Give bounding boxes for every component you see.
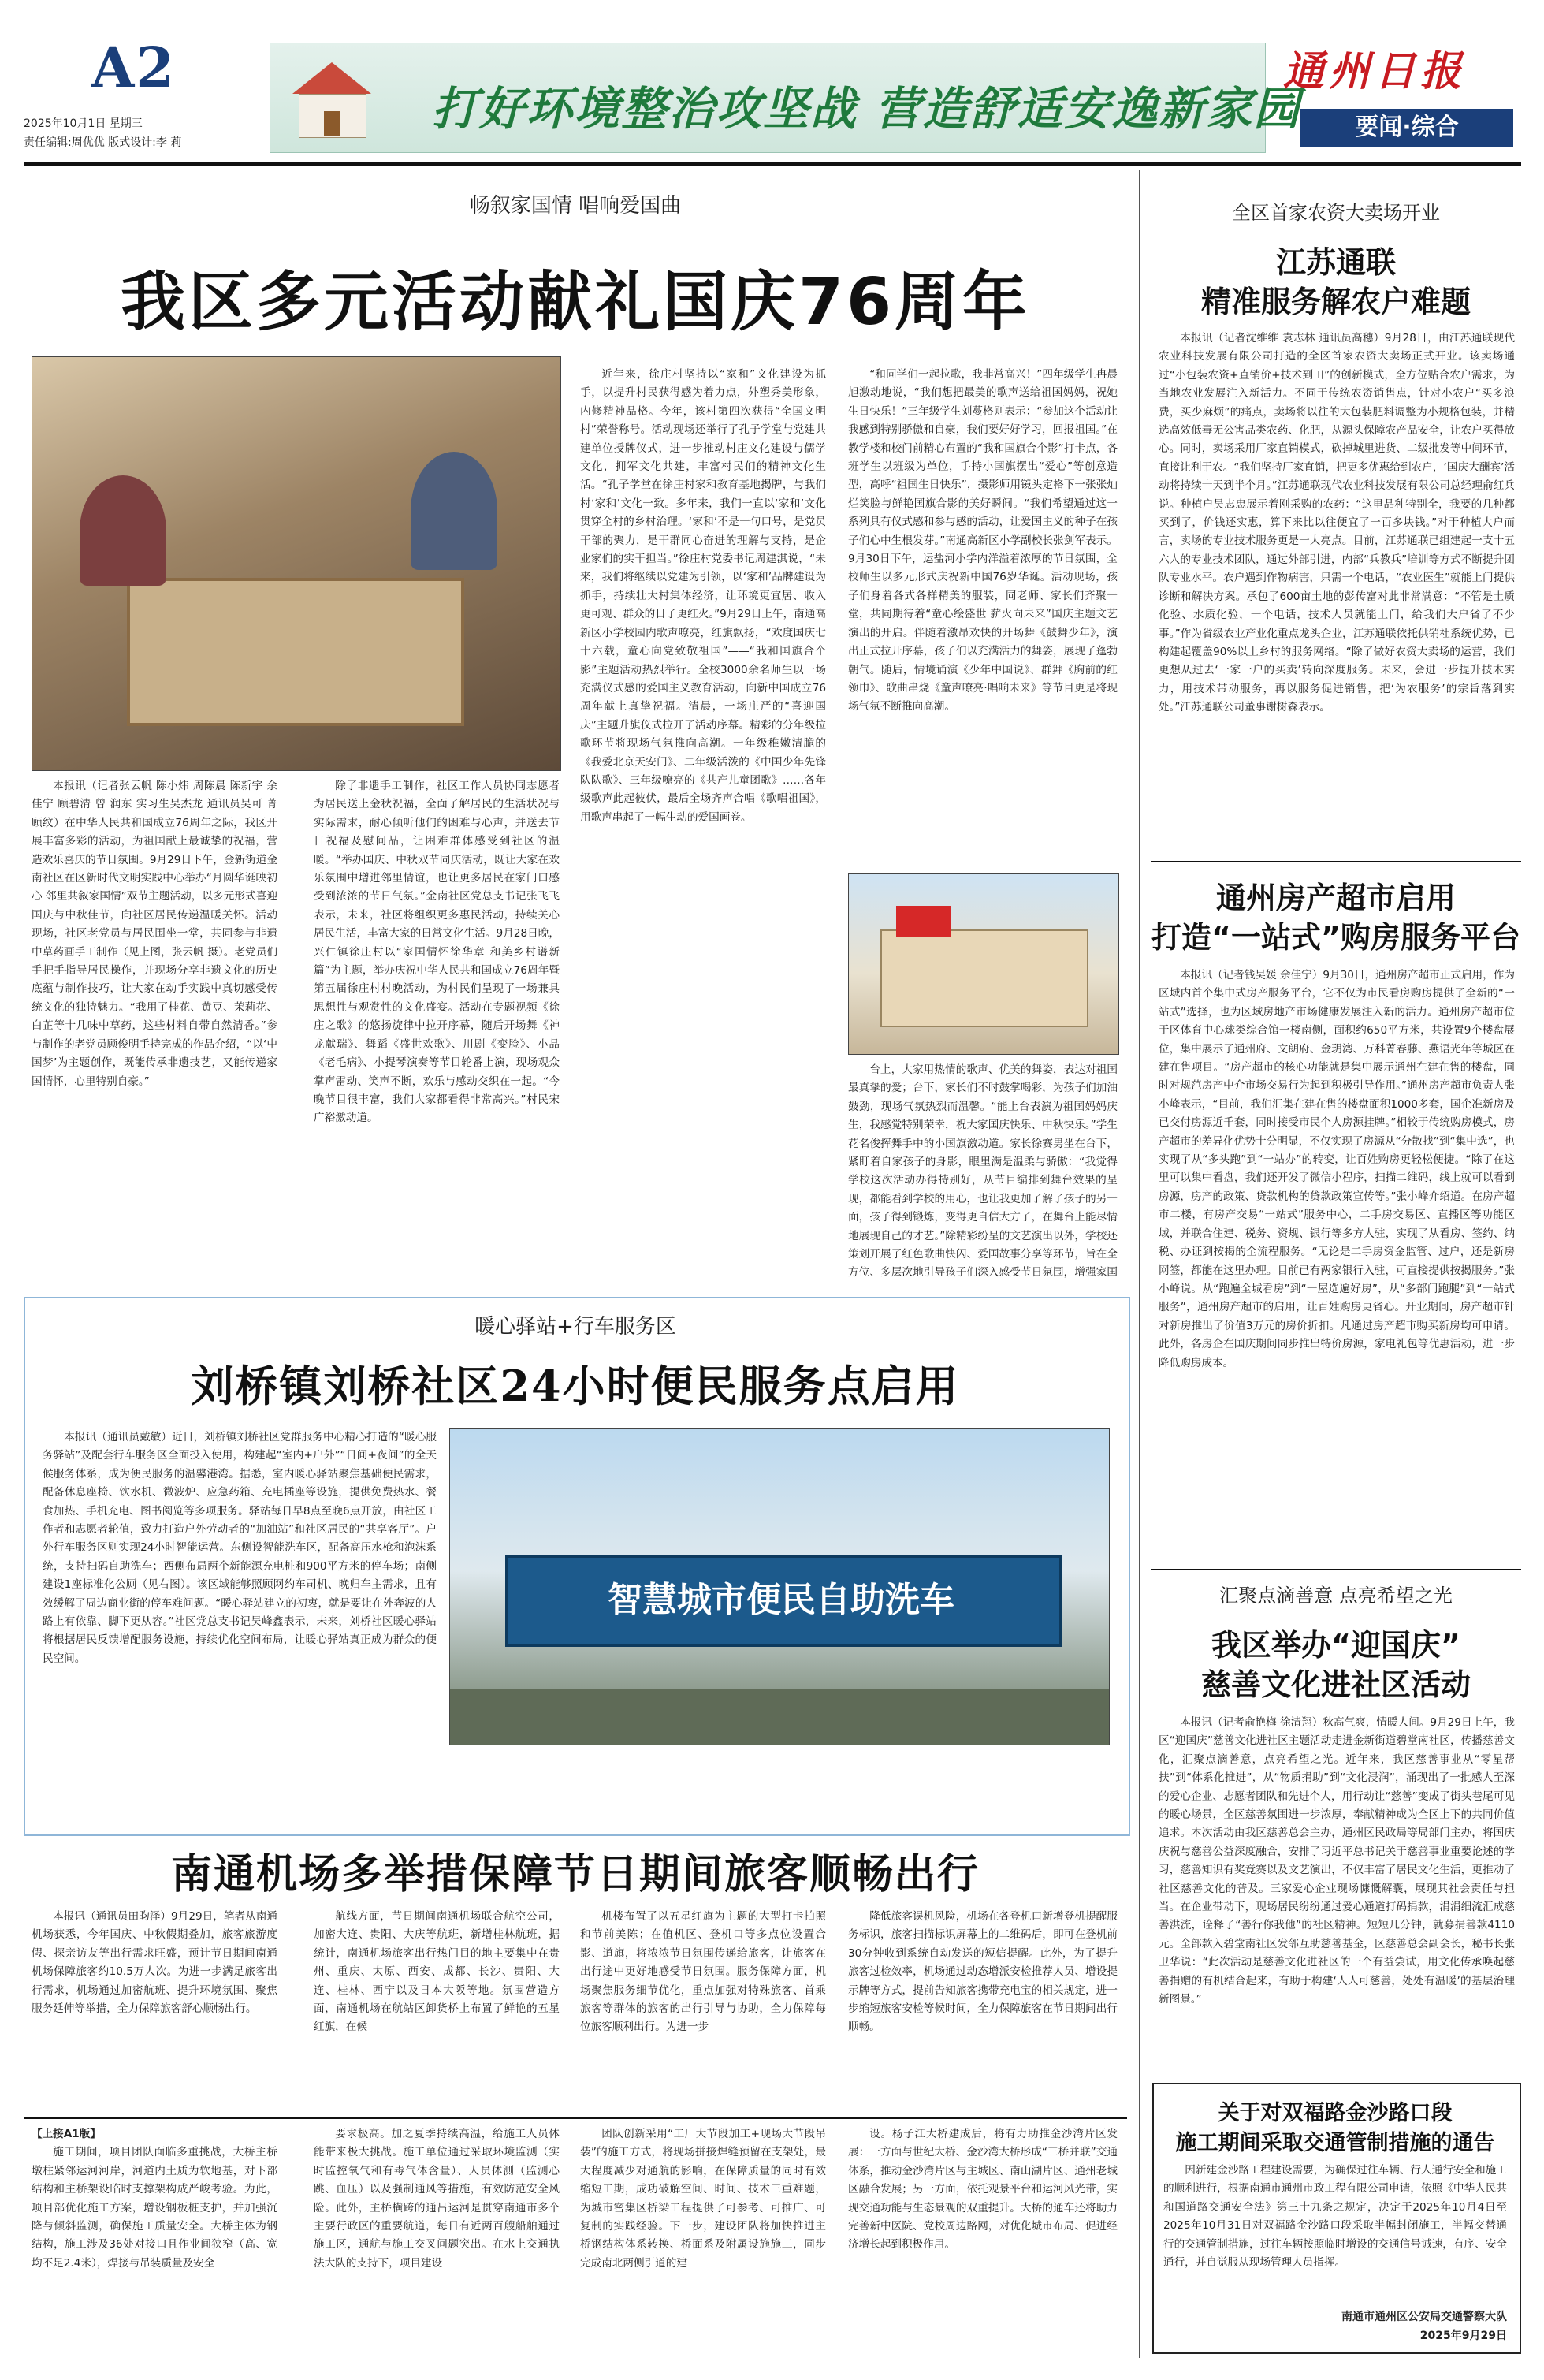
article3-col3: 机楼布置了以五星红旗为主题的大型打卡拍照和节前美陈；在值机区、登机口等多点位设置合影、道旗，将浓浓节日氛围传递给旅客，让旅客在出行途中更好地感受节日氛围。服务保障方面，机场聚焦服务细节优化，重点加强对特殊旅客、首乘旅客等群体的旅客的出行引导与协助，全力保障每位旅客顺利出行。为进一步	[580, 1910, 826, 2034]
section-name: 要闻·综合	[1300, 109, 1513, 147]
right1-title-line2: 精准服务解农户难题	[1200, 285, 1471, 319]
notice-title-line2: 施工期间采取交通管制措施的通告	[1175, 2131, 1495, 2155]
article2-body: 本报讯（通讯员戴敏）近日，刘桥镇刘桥社区党群服务中心精心打造的“暖心服务驿站”及配套行车服务区全面投入使用，构建起“室内+户外”“日间+夜间”的全天候服务体系，成为便民服务的温馨港湾。据悉，室内暖心驿站聚焦基础便民需求，配备休息座椅、饮水机、微波炉、应急药箱、充电插座等设施，提供免费热水、餐食加热、手机充电、图书阅览等多项服务。驿站每日早8点至晚6点开放，由社区工作者和志愿者轮值，致力打造户外劳动者的“加油站”和社区居民的“共享客厅”。户外行车服务区则实现24小时智能运营。东侧设智能洗车区，配备高压水枪和泡沫系统，支持扫码自助洗车；西侧布局两个新能源充电桩和900平方米的停车场；南侧建设1座标准化公厕（见右图）。该区域能够照顾网约车司机、晚归车主需求，且有效缓解了周边商业街的停车难问题。“暖心驿站建立的初衷，就是要让在外奔波的人路上有依靠、脚下更从容。”社区党总支书记吴峰鑫表示，未来，刘桥社区暖心驿站将根据居民反馈增配服务设施，持续优化空间布局，让暖心驿站真正成为群众的便民空间。	[43, 1431, 437, 1665]
article4-col4: 设。杨子江大桥建成后，将有力助推金沙湾片区发展：一方面与世纪大桥、金沙湾大桥形成“三桥并联”交通体系，推动金沙湾片区与主城区、南山湖片区、通州老城区融合发展；另一方面，依托观景平台和运河风光带，实现交通功能与生态景观的双重提升。大桥的通车还将助力完善新中医院、党校周边路网，对优化城市布局、促进经济增长起到积极作用。	[848, 2128, 1118, 2252]
issue-date: 2025年10月1日 星期三	[24, 117, 143, 130]
page-number: A2	[91, 35, 177, 100]
editor-credits: 责任编辑:周优优 版式设计:李 莉	[24, 136, 182, 149]
right2-title-line2: 打造“一站式”购房服务平台	[1151, 920, 1520, 955]
right1-body: 本报讯（记者沈维维 袁志林 通讯员高穗）9月28日，由江苏通联现代农业科技发展有限公司打造的全区首家农资大卖场正式开业。该卖场通过“小包装农资+直销价+技术到田”的创新模式，全方位贴合农户需求，为当地农业发展注入新活力。不同于传统农资销售点，针对小农户“买多浪费，买少麻烦”的痛点，卖场将以往的大包装肥料调整为小规格包装，并精选高效低毒无公害品类农药、化肥，从源头保障农产品安全，让农户买得放心。同时，卖场采用厂家直销模式，砍掉城里进货、二级批发等中间环节，直接让利于农。“我们坚持厂家直销，把更多优惠给到农户，‘国庆大酬宾’活动将持续十天到半个月。”江苏通联现代农业科技发展有限公司总经理俞红兵说。种植户吴志忠展示着刚采购的农药：“这里品种特别全，我要的几种都买到了，价钱还实惠，算下来比以往便宜了一百多块钱。”对于种植大户而言，卖场的专业技术服务更是一大亮点。目前，江苏通联已组建起一支十五六人的专业技术团队，通过外部引进，内部“兵教兵”培训等方式不断提升团队专业水平。农户遇到作物病害，只需一个电话，“农业医生”就能上门提供诊断和解决方案。承包了600亩土地的彭传富对此非常满意：“不管是土质化验、水质化验，一个电话，技术人员就能上门，给我们大户省了不少事。”作为省级农业产业化重点龙头企业，江苏通联依托供销社系统优势，已构建起覆盖90%以上乡村的服务网络。“除了做好农资大卖场的运营，我们更想从过去‘一家一户的买卖’转向深度服务。未来，会进一步提升技术实力，用技术带动服务，再以服务促进销售，把‘为农服务’的宗旨落到实处。”江苏通联公司董事谢树森表示。	[1159, 332, 1515, 714]
notice-title-line1: 关于对双福路金沙路口段	[1218, 2101, 1453, 2125]
notice-issuer: 南通市通州区公安局交通警察大队	[1341, 2311, 1507, 2323]
article3-col2: 航线方面，节日期间南通机场联合航空公司，加密大连、贵阳、大庆等航班，新增桂林航班，据统计，南通机场旅客出行热门目的地主要集中在贵州、重庆、太原、西安、成都、长沙、贵阳、大连、桂林、西宁以及日本大阪等地。氛围营造方面，南通机场在航站区卸货桥上布置了鲜艳的五星红旗，在候	[314, 1910, 560, 2034]
article2-title: 刘桥镇刘桥社区24小时便民服务点启用	[191, 1361, 960, 1411]
newspaper-logo: 通州日报	[1283, 47, 1467, 95]
carwash-sign-text: 智慧城市便民自助洗车	[608, 1580, 954, 1620]
right3-title-line1: 我区举办“迎国庆”	[1211, 1628, 1460, 1663]
masthead-rule	[24, 162, 1521, 166]
right3-title-line2: 慈善文化进社区活动	[1200, 1667, 1471, 1702]
article4-col1: 【上接A1版】 施工期间，项目团队面临多重挑战，大桥主桥墩柱紧邻运河河岸，河道内土质为软地基，对下部结构和主桥架设临时支撑架构成严峻考验。为此，项目部优化施工方案，增设钢板桩支护，并加强沉降与倾斜监测，确保施工质量安全。大桥主体为钢结构，施工涉及36处对接口且作业间狭窄（高、宽均不足2.4米），焊接与吊装质量及安全	[32, 2125, 277, 2359]
banner-house-illustration	[285, 62, 379, 141]
right1-kicker: 全区首家农资大卖场开业	[1232, 202, 1440, 224]
article3-col4: 降低旅客误机风险，机场在各登机口新增登机提醒服务标识，旅客扫描标识屏幕上的二维码后，即可在登机前30分钟收到系统自动发送的短信提醒。此外，为了提升旅客过检效率，机场通过动态增派安检推荐人员、增设提示牌等方式，提前告知旅客携带充电宝的相关规定，进一步缩短旅客安检等候时间，全力保障旅客在节日期间出行顺畅。	[848, 1910, 1118, 2034]
banner-slogan: 打好环境整治攻坚战 营造舒适安逸新家园	[432, 82, 1301, 136]
column-divider	[1139, 170, 1140, 2358]
article1-col2: 除了非遗手工制作，社区工作人员协同志愿者为居民送上金秋祝福，全面了解居民的生活状况与实际需求，耐心倾听他们的困难与心声，并送去节日祝福及慰问品，让困难群体感受到社区的温暖。“举办国庆、中秋双节同庆活动，既让大家在欢乐氛围中增进邻里情谊，也让更多居民在家门口感受到浓浓的节日气氛。”金南社区党总支书记张飞飞表示，未来，社区将组织更多惠民活动，持续关心居民生活，丰富大家的日常文化生活。9月28日晚，兴仁镇徐庄村以“家国情怀徐华章 和美乡村谱新篇”为主题，举办庆祝中华人民共和国成立76周年暨第五届徐庄村村晚活动，为村民们呈现了一场兼具思想性与观赏性的文化盛宴。活动在专题视频《徐庄之歌》的悠扬旋律中拉开序幕，随后开场舞《神龙献瑞》、舞蹈《盛世欢歌》、川剧《变脸》、小品《老毛病》、小提琴演奏等节目轮番上演，现场观众掌声雷动、笑声不断，欢乐与感动交织在一起。“今晚节目很丰富，我们大家都看得非常高兴。”村民宋广裕激动道。	[314, 780, 560, 1125]
article4-lead: 【上接A1版】	[32, 2128, 101, 2140]
article1-col4: “和同学们一起拉歌，我非常高兴！”四年级学生冉晨旭激动地说，“我们想把最美的歌声送给祖国妈妈，祝她生日快乐！”三年级学生刘蔓格则表示：“参加这个活动让我感到特别骄傲和自豪，我们要好好学习，回报祖国。”在教学楼和校门前精心布置的“我和国旗合个影”打卡点，各班学生以班级为单位，手持小国旗摆出“爱心”等创意造型，高呼“祖国生日快乐”，摄影师用镜头定格下一张张灿烂笑脸与鲜艳国旗合影的美好瞬间。“我们希望通过这一系列具有仪式感和参与感的活动，让爱国主义的种子在孩子们心中生根发芽。”南通高新区小学副校长张剑军表示。9月30日下午，运盐河小学内洋溢着浓厚的节日氛围，全校师生以多元形式庆祝新中国76岁华诞。活动现场，孩子们身着各式各样精美的服装，同老师、家长们齐聚一堂，共同期待着“童心绘盛世 薪火向未来”国庆主题文艺演出的开启。伴随着激昂欢快的开场舞《鼓舞少年》，演出正式拉开序幕，孩子们以充满活力的舞姿，展现了蓬勃朝气。随后，情境诵演《少年中国说》、群舞《胸前的红领巾》、歌曲串烧《童声嘹亮·唱响未来》等节目更是将现场气氛不断推向高潮。	[848, 368, 1118, 713]
article1-col5: 台上，大家用热情的歌声、优美的舞姿，表达对祖国最真挚的爱；台下，家长们不时鼓掌喝彩，为孩子们加油鼓劲，现场气氛热烈而温馨。“能上台表演为祖国妈妈庆生，我感觉特别荣幸，祝大家国庆快乐、中秋快乐。”学生花名俊挥舞手中的小国旗激动道。家长徐赛男坐在台下，紧盯着自家孩子的身影，眼里满是温柔与骄傲：“我觉得学校这次活动办得特别好，从节目编排到舞台效果的呈现，都能看到学校的用心，也让我更加了解了孩子的另一面，孩子得到锻炼，变得更自信大方了，在舞台上能尽情地展现自己的才艺。”除精彩纷呈的文艺演出以外，学校还策划开展了红色歌曲快闪、爱国故事分享等环节，旨在全方位、多层次地引导孩子们深入感受节日氛围，增强家国	[848, 1063, 1118, 1279]
article3-title: 南通机场多举措保障节日期间旅客顺畅出行	[170, 1850, 980, 1898]
notice-body: 因新建金沙路工程建设需要，为确保过往车辆、行人通行安全和施工的顺利进行，根据南通市通州市政工程有限公司申请，依照《中华人民共和国道路交通安全法》第三十九条之规定，决定于2025年10月4日至2025年10月31日对双福路金沙路口段采取半幅封闭施工，半幅交替通行的交通管制措施，过往车辆按照临时增设的交通信号诫速，有序、安全通行，并自觉服从现场管理人员指挥。	[1163, 2164, 1507, 2270]
right-rule-1	[1151, 861, 1521, 862]
right-rule-2	[1151, 1569, 1521, 1570]
article4-col3: 团队创新采用“工厂大节段加工+现场大节段吊装”的施工方式，将现场拼接焊缝预留在支架处，最大程度减少对通航的影响，在保障质量的同时有效缩短工期，成功破解空间、时间、技术三重难题，为城市密集区桥梁工程提供了可参考、可推广、可复制的实践经验。下一步，建设团队将加快推进主桥钢结构体系转换、桥面系及附属设施施工，同步完成南北两侧引道的建	[580, 2128, 826, 2270]
right2-title-line1: 通州房产超市启用	[1215, 881, 1456, 915]
article4-col2: 要求极高。加之夏季持续高温，给施工人员体能带来极大挑战。施工单位通过采取环境监测（实时监控氧气和有毒气体含量）、人员体测（监测心跳、血压）以及强制通风等措施，有效防范安全风险。此外，主桥横跨的通吕运河是贯穿南通市多个主要行政区的重要航道，每日有近两百艘船舶通过施工区，通航与施工交叉问题突出。在水上交通执法大队的支持下，项目建设	[314, 2128, 560, 2270]
article1-kicker: 畅叙家国情 唱响爱国曲	[469, 194, 682, 218]
article1-title: 我区多元活动献礼国庆76周年	[120, 265, 1031, 340]
article3-rule	[24, 2117, 1127, 2119]
article1-photo-school	[848, 873, 1119, 1055]
article3-col1: 本报讯（通讯员田昀泽）9月29日，笔者从南通机场获悉，今年国庆、中秋假期叠加，旅客旅游度假、探亲访友等出行需求旺盛，预计节日期间南通机场保障旅客约10.5万人次。为进一步满足旅客出行需求，机场通过加密航班、提升环境氛围、聚焦服务延伸等举措，全力保障旅客舒心顺畅出行。	[32, 1910, 277, 2016]
banner-slogan-box	[270, 43, 1301, 153]
notice-date: 2025年9月29日	[1419, 2330, 1507, 2342]
article2-kicker: 暖心驿站+行车服务区	[474, 1315, 676, 1339]
article1-col1: 本报讯（记者张云帆 陈小炜 周陈晨 陈新宇 余佳宁 顾碧清 曾 润东 实习生吴杰龙 通讯员吴可 菁 顾纹）在中华人民共和国成立76周年之际，我区开展丰富多彩的活动，为祖国献上最诚挚的祝福，营造欢乐喜庆的节日氛围。9月29日下午，金新街道金南社区在区新时代文明实践中心举办“月圆华诞映初心 邻里共叙家国情”双节主题活动，以多元形式喜迎国庆与中秋佳节，向社区居民传递温暖关怀。活动现场，社区老党员与居民围坐一堂，共同参与非遗中草药画手工制作（见上图，张云帆 摄）。老党员们手把手指导居民操作，并现场分享非遗文化的历史底蕴与制作技巧，让大家在动手实践中真切感受传统文化的独特魅力。“我用了桂花、黄豆、茉莉花、白芷等十几味中草药，这些材料自带自然清香。”参与制作的老党员顾俊明手持完成的作品介绍，“以‘中国梦’为主题创作，既能传承非遗技艺，又能传递家国情怀，心里特别自豪。”	[32, 780, 277, 1088]
right2-body: 本报讯（记者钱吴媛 余佳宁）9月30日，通州房产超市正式启用，作为区域内首个集中式房产服务平台，它不仅为市民看房购房提供了全新的“一站式”选择，也为区域房地产市场健康发展注入新的活力。通州房产超市位于区体育中心球类综合馆一楼南侧，面积约650平方米，共设置9个楼盘展位，集中展示了通州府、文朗府、金玥湾、万科菁春藤、燕语光年等城区在建在售项目。“房产超市的核心功能就是集中展示通州在建在售的楼盘，同时对规范房产中介市场交易行为起到积极引导作用。”通州房产超市负责人张小峰表示，“目前，我们汇集在建在售的楼盘面积1000多套，国企准新房及已交付房源近千套，同时接受市民个人房源挂牌。”相较于传统购房模式，房产超市的差异化优势十分明显，不仅实现了房源从“分散找”到“集中选”，也实现了从“多头跑”到“一站办”的转变，让百姓购房更轻松便捷。“除了在这里可以集中看盘，我们还开发了微信小程序，扫描二维码，线上就可以看到房源，房产的政策、贷款机构的贷款政策宣传等。”张小峰介绍道。在房产超市二楼，有房产交易“一站式”服务中心，二手房交易区、直播区等功能区域，并联合住建、税务、资规、银行等多方人驻，实现了从看房、签约、纳税、办证到按揭的全流程服务。“无论是二手房资金监管、过户，还是新房网签，都能在这里办理。目前已有两家银行入驻，可直接提供按揭服务。”张小峰说。从“跑遍全城看房”到“一屋选遍好房”，从“多部门跑腿”到“一站式服务”，通州房产超市的启用，让百姓购房更省心。开业期间，房产超市针对新房推出了价值3万元的房价折扣。凡通过房产超市购买新房均可申请。此外，各房企在国庆期间同步推出特价房源，家电礼包等优惠活动，进一步降低购房成本。	[1159, 969, 1515, 1369]
right3-body: 本报讯（记者俞艳梅 徐清翔）秋高气爽，情暖人间。9月29日上午，我区“迎国庆”慈善文化进社区主题活动走进金新街道碧堂南社区，传播慈善文化，汇聚点滴善意，点亮希望之光。近年来，我区慈善事业从“零星帮扶”到“体系化推进”，从“物质捐助”到“文化浸润”，涌现出了一批感人至深的爱心企业、志愿者团队和先进个人，用行动让“慈善”变成了街头巷尾可见的暖心场景，全区慈善氛围进一步浓厚，奉献精神成为全区上下的共同价值追求。本次活动由我区慈善总会主办，通州区民政局等局部门主办，将国庆庆祝与慈善公益深度融合，安排了习近平总书记关于慈善事业重要论述的学习，慈善知识有奖竞赛以及文艺演出，不仅丰富了居民文化生活，更推动了社区慈善文化的普及。三家爱心企业现场慷慨解囊，展现其社会责任与担当。在企业带动下，现场居民纷纷通过爱心通道打码捐款，涓涓细流汇成慈善洪流，诠释了“善行你我他”的社区精神。短短几分钟，就募捐善款4110元。全部款入碧堂南社区发邻互助慈善基金，区慈善总会副会长，秘书长张卫华说：“此次活动是慈善文化进社区的一个有益尝试，用文化传承唤起慈善捐赠的有机结合起来，有助于构建‘人人可慈善，处处有温暖’的基层治理新图景。”	[1159, 1716, 1515, 2006]
right3-kicker: 汇聚点滴善意 点亮希望之光	[1219, 1585, 1453, 1607]
right1-title-line1: 江苏通联	[1275, 245, 1396, 280]
article1-photo-handicraft	[32, 356, 561, 771]
article1-col3: 近年来，徐庄村坚持以“家和”文化建设为抓手，以提升村民获得感为着力点，外塑秀美形象，内修精神品格。今年，该村第四次获得“全国文明村”荣誉称号。活动现场还举行了孔子学堂与党建共建单位授牌仪式，进一步推动村庄文化建设与儒学文化，拥军文化共建，丰富村民们的精神文化生活。“孔子学堂在徐庄村家和教育基地揭牌，与我们村‘家和’文化一致。多年来，我们一直以‘家和’文化贯穿全村的乡村治理。‘家和’不是一句口号，是党员干部的聚力，是干群同心奋进的理解与支持，是企业家们的实干担当。”徐庄村党委书记周建淇说，“未来，我们将继续以党建为引领，以‘家和’品牌建设为抓手，持续壮大村集体经济，让环境更宜居、收入更可观、群众的日子更红火。”9月29日上午，南通高新区小学校园内歌声嘹亮，红旗飘扬，“欢度国庆七十六载，童心向党致敬祖国”——“我和国旗合个影”主题活动热烈举行。全校3000余名师生以一场充满仪式感的爱国主义教育活动，向新中国成立76周年献上真挚祝福。清晨，一场庄严的“喜迎国庆”主题升旗仪式拉开了活动序幕。精彩的分年级拉歌环节将现场气氛推向高潮。一年级稚嫩清脆的《我爱北京天安门》、二年级活泼的《中国少年先锋队队歌》、三年级嘹亮的《共产儿童团歌》……各年级歌声此起彼伏，最后全场齐声合唱《歌唱祖国》，用歌声串起了一幅生动的爱国画卷。	[580, 368, 826, 824]
article2-photo-carwash	[449, 1428, 1110, 1745]
